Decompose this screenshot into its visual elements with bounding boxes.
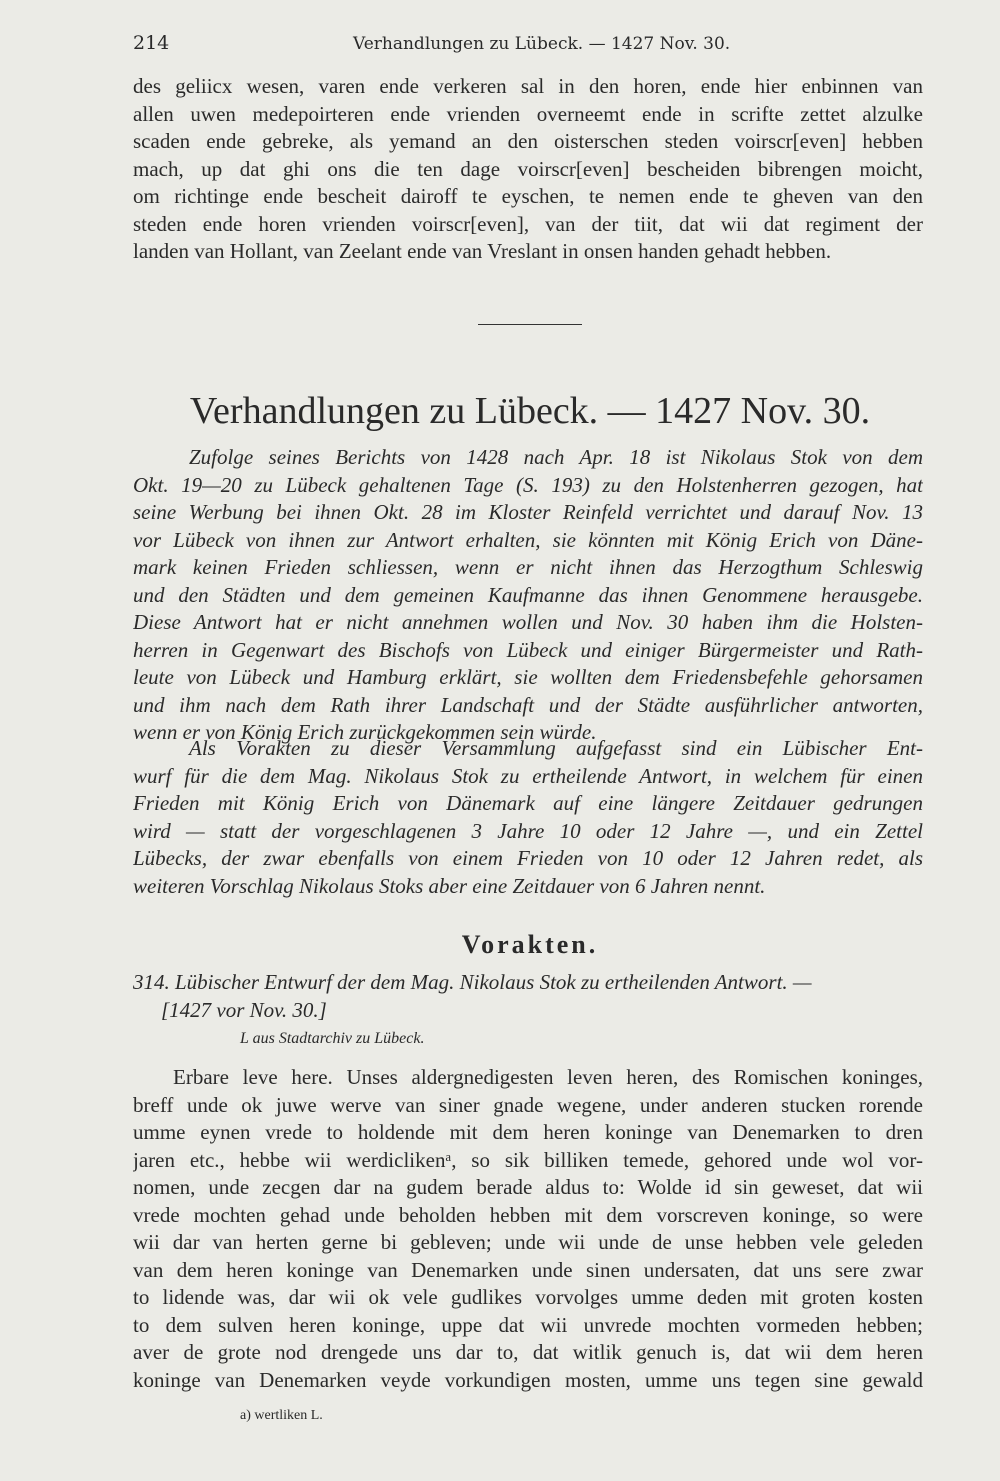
top-paragraph — [133, 73, 923, 266]
text-line: wurf für die dem Mag. Nikolaus Stok zu ertheilende Antwort, in welchem für einen — [133, 763, 923, 788]
text-line: wenn er von König Erich zurückgekommen sein würde. — [133, 720, 597, 744]
letter-paragraph — [133, 1064, 923, 1394]
text-line: Lübecks, der zwar ebenfalls von einem Frieden von 10 oder 12 Jahren redet, als — [133, 846, 923, 870]
text-line: to dem sulven heren koninge, uppe dat wii unvrede mochten vormeden hebben; — [133, 1312, 923, 1337]
text-line: vrede mochten gehad unde beholden hebben mit dem vorscreven koninge, so were — [133, 1202, 923, 1227]
text-line: weiteren Vorschlag Nikolaus Stoks aber eine Zeitdauer von 6 Jahren nennt. — [133, 873, 766, 898]
text-line: allen uwen medepoirteren ende vrienden overneemt ende in scrifte zettet alzulke — [133, 101, 923, 126]
text-line: aver de grote nod drengede uns dar to, dat witlik genuch is, dat wii dem heren — [133, 1340, 923, 1364]
text-line: Okt. 19—20 zu Lübeck gehaltenen Tage (S. 193) zu den Holstenherren gezogen, hat — [133, 472, 923, 497]
section-divider — [478, 324, 582, 325]
text-line: landen van Hollant, van Zeelant ende van Vreslant in onsen handen gehadt hebben. — [133, 239, 832, 263]
text-line: scaden ende gebreke, als yemand an den oisterschen steden voirscr[even] hebben — [133, 129, 923, 153]
text-line: umme eynen vrede to holdende mit dem heren koninge van Denemarken to dren — [133, 1120, 923, 1144]
text-line: Diese Antwort hat er nicht annehmen wollen und Nov. 30 haben ihm die Holsten- — [133, 610, 923, 634]
text-line: mark keinen Frieden schliessen, wenn er nicht ihnen das Herzogthum Schleswig — [133, 555, 923, 579]
text-line: wird — statt der vorgeschlagenen 3 Jahre 10 oder 12 Jahre —, und ein Zettel — [133, 818, 923, 843]
footnote: a) wertliken L. — [240, 1408, 323, 1423]
text-line: [1427 vor Nov. 30.] — [161, 998, 327, 1022]
text-line: Zufolge seines Berichts von 1428 nach Apr. 18 ist Nikolaus Stok von dem — [189, 445, 923, 469]
section-heading: Vorakten. — [461, 930, 599, 959]
document-heading — [133, 968, 923, 1024]
source-note: L aus Stadtarchiv zu Lübeck. — [240, 1030, 425, 1047]
text-line: und den Städten und dem gemeinen Kaufmanne das ihnen Genommene herausgebe. — [133, 582, 923, 607]
text-line: breff unde ok juwe werve van siner gnade wegene, under anderen stucken rorende — [133, 1092, 923, 1117]
summary-paragraph — [133, 444, 923, 747]
text-line: van dem heren koninge van Denemarken unde sinen undersaten, dat uns sere zwar — [133, 1257, 923, 1282]
text-line: vor Lübeck von ihnen zur Antwort erhalten, sie könnten mit König Erich von Däne- — [133, 527, 923, 552]
text-line: herren in Gegenwart des Bischofs von Lübeck und einiger Bürgermeister und Rath- — [133, 637, 923, 662]
text-line: Erbare leve here. Unses aldergnedigesten leven heren, des Romischen koninges, — [173, 1065, 923, 1089]
page-number: 214 — [133, 32, 170, 54]
text-line: om richtinge ende bescheit dairoff te eyschen, te nemen ende te gheven van den — [133, 184, 923, 208]
text-line: mach, up dat ghi ons die ten dage voirscr[even] bescheiden bibrengen moicht, — [133, 156, 923, 181]
text-line: Als Vorakten zu dieser Versammlung aufgefasst sind ein Lübischer Ent- — [189, 736, 923, 760]
text-line: steden ende horen vrienden voirscr[even], van der tiit, dat wii dat regiment der — [133, 211, 923, 236]
page-header — [133, 32, 923, 62]
text-line: 314. Lübischer Entwurf der dem Mag. Nikolaus Stok zu ertheilenden Antwort. — — [133, 970, 812, 994]
text-line: und ihm nach dem Rath ihrer Landschaft und der Städte ausführlicher antworten, — [133, 692, 923, 717]
text-line: to lidende was, dar wii ok vele gudlikes vorvolges umme deden mit groten kosten — [133, 1285, 923, 1309]
text-line: koninge van Denemarken veyde vorkundigen mosten, umme uns tegen sine gewald — [133, 1367, 923, 1392]
page-title: Verhandlungen zu Lübeck. — 1427 Nov. 30. — [189, 390, 871, 432]
text-line: wii dar van herten gerne bi gebleven; unde wii unde de unse hebben vele geleden — [133, 1230, 923, 1254]
vorakten-paragraph — [133, 735, 923, 900]
text-line: seine Werbung bei ihnen Okt. 28 im Kloster Reinfeld verrichtet und darauf Nov. 13 — [133, 500, 923, 524]
text-line: leute von Lübeck und Hamburg erklärt, sie wollten dem Friedensbefehle gehorsamen — [133, 665, 923, 689]
running-head: Verhandlungen zu Lübeck. — 1427 Nov. 30. — [353, 34, 731, 54]
text-line: jaren etc., hebbe wii werdiclikenᵃ, so sik billiken temede, gehored unde wol vor- — [133, 1147, 923, 1172]
text-line: nomen, unde zecgen dar na gudem berade aldus to: Wolde id sin geweset, dat wii — [133, 1175, 923, 1199]
text-line: Frieden mit König Erich von Dänemark auf eine längere Zeitdauer gedrungen — [133, 791, 923, 815]
text-line: des geliicx wesen, varen ende verkeren sal in den horen, ende hier enbinnen van — [133, 74, 923, 98]
